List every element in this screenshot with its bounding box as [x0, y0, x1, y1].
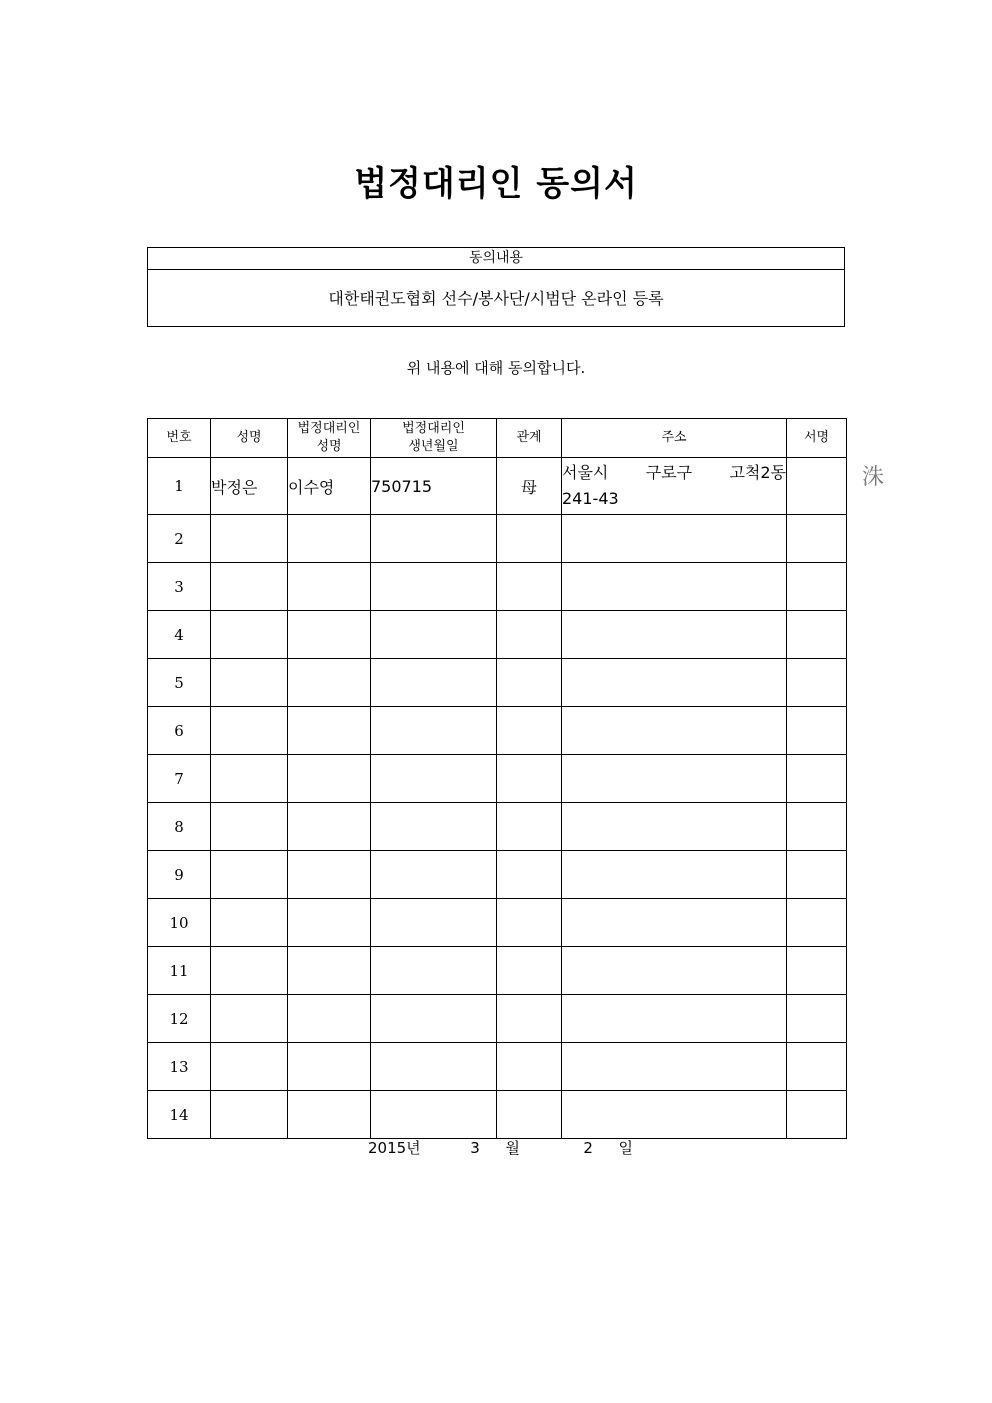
cell-guardian-name [288, 515, 371, 563]
agree-statement: 위 내용에 대해 동의합니다. [406, 359, 586, 377]
cell-address [562, 1091, 787, 1139]
cell-relation [497, 515, 562, 563]
cell-no: 9 [148, 851, 211, 899]
table-row [148, 755, 847, 803]
cell-relation [497, 995, 562, 1043]
cell-no: 3 [148, 563, 211, 611]
cell-no: 8 [148, 803, 211, 851]
cell-relation: 母 [497, 458, 562, 515]
cell-signature [787, 1043, 847, 1091]
cell-guardian-birth [371, 755, 497, 803]
page-title: 법정대리인 동의서 [354, 164, 638, 204]
cell-address [562, 563, 787, 611]
cell-signature [787, 947, 847, 995]
cell-guardian-name [288, 707, 371, 755]
registration-table [147, 418, 847, 1139]
date-month-value: 3 [470, 1139, 480, 1157]
table-row [148, 563, 847, 611]
cell-name [211, 755, 288, 803]
consent-body: 대한태권도협회 선수/봉사단/시범단 온라인 등록 [328, 289, 664, 308]
cell-signature [787, 563, 847, 611]
header-guardian-name-line1: 법정대리인 [297, 421, 361, 436]
table-row [148, 515, 847, 563]
cell-guardian-name [288, 899, 371, 947]
cell-name [211, 707, 288, 755]
address-dong: 고척2동 [729, 463, 786, 482]
cell-signature [787, 707, 847, 755]
cell-name [211, 995, 288, 1043]
cell-guardian-birth [371, 851, 497, 899]
table-row [148, 803, 847, 851]
cell-name [211, 563, 288, 611]
date-day-unit: 일 [618, 1139, 634, 1157]
cell-signature [787, 1091, 847, 1139]
cell-name [211, 659, 288, 707]
cell-name [211, 899, 288, 947]
header-guardian-birth-line1: 법정대리인 [402, 421, 465, 436]
cell-signature [787, 515, 847, 563]
cell-name [211, 611, 288, 659]
cell-relation [497, 1043, 562, 1091]
header-name: 성명 [211, 419, 288, 458]
cell-relation [497, 899, 562, 947]
table-row [148, 611, 847, 659]
cell-signature [787, 659, 847, 707]
cell-relation [497, 1091, 562, 1139]
cell-relation [497, 707, 562, 755]
header-guardian-birth [371, 419, 497, 458]
header-relation: 관계 [497, 419, 562, 458]
cell-signature [787, 995, 847, 1043]
table-row [148, 458, 847, 515]
header-guardian-birth-line2: 생년월일 [408, 439, 459, 454]
cell-relation [497, 659, 562, 707]
cell-relation [497, 803, 562, 851]
table-row [148, 899, 847, 947]
cell-guardian-birth [371, 1091, 497, 1139]
cell-guardian-name [288, 563, 371, 611]
cell-no: 1 [148, 458, 211, 515]
address-number: 241-43 [562, 489, 619, 508]
cell-guardian-birth [371, 611, 497, 659]
cell-signature [787, 611, 847, 659]
cell-address [562, 659, 787, 707]
date-year: 2015년 [368, 1139, 421, 1157]
cell-no: 12 [148, 995, 211, 1043]
cell-relation [497, 563, 562, 611]
cell-name [211, 1091, 288, 1139]
date-month-unit: 월 [505, 1139, 520, 1157]
table-row [148, 1091, 847, 1139]
cell-guardian-birth [371, 803, 497, 851]
address-district: 구로구 [645, 463, 693, 482]
cell-no: 11 [148, 947, 211, 995]
cell-relation [497, 851, 562, 899]
cell-guardian-birth [371, 563, 497, 611]
cell-guardian-name [288, 995, 371, 1043]
signature-mark: 洙 [862, 465, 885, 490]
header-guardian-name-line2: 성명 [316, 439, 342, 454]
cell-signature [787, 899, 847, 947]
table-row [148, 1043, 847, 1091]
cell-no: 14 [148, 1091, 211, 1139]
cell-guardian-name [288, 803, 371, 851]
cell-signature [787, 458, 847, 515]
cell-relation [497, 611, 562, 659]
cell-no: 2 [148, 515, 211, 563]
cell-guardian-name [288, 1043, 371, 1091]
cell-signature [787, 851, 847, 899]
cell-address [562, 995, 787, 1043]
consent-header: 동의내용 [148, 248, 844, 270]
header-guardian-name [288, 419, 371, 458]
cell-no: 4 [148, 611, 211, 659]
header-no: 번호 [148, 419, 211, 458]
cell-no: 7 [148, 755, 211, 803]
cell-signature [787, 755, 847, 803]
table-row [148, 707, 847, 755]
cell-address [562, 947, 787, 995]
cell-guardian-birth [371, 947, 497, 995]
cell-relation [497, 755, 562, 803]
address-city: 서울시 [562, 463, 609, 482]
cell-address [562, 803, 787, 851]
cell-address [562, 611, 787, 659]
cell-address [562, 851, 787, 899]
header-address: 주소 [562, 419, 787, 458]
cell-guardian-birth [371, 515, 497, 563]
cell-no: 6 [148, 707, 211, 755]
cell-signature [787, 803, 847, 851]
date-day-value: 2 [583, 1139, 593, 1157]
cell-guardian-name [288, 851, 371, 899]
cell-guardian-birth [371, 995, 497, 1043]
cell-address [562, 755, 787, 803]
consent-box [147, 247, 845, 327]
table-row [148, 851, 847, 899]
cell-guardian-birth [371, 899, 497, 947]
cell-address [562, 1043, 787, 1091]
cell-no: 5 [148, 659, 211, 707]
header-signature: 서명 [787, 419, 847, 458]
table-header-row [148, 419, 847, 458]
cell-guardian-birth [371, 1043, 497, 1091]
cell-guardian-birth [371, 659, 497, 707]
table-row [148, 659, 847, 707]
cell-guardian-name [288, 659, 371, 707]
cell-relation [497, 947, 562, 995]
table-row [148, 947, 847, 995]
cell-name [211, 947, 288, 995]
cell-name [211, 803, 288, 851]
cell-guardian-birth [371, 707, 497, 755]
cell-guardian-name [288, 947, 371, 995]
cell-address [562, 515, 787, 563]
cell-address [562, 899, 787, 947]
cell-guardian-name [288, 755, 371, 803]
cell-guardian-name: 이수영 [288, 458, 371, 515]
cell-name [211, 851, 288, 899]
cell-no: 10 [148, 899, 211, 947]
cell-name [211, 1043, 288, 1091]
cell-guardian-name [288, 1091, 371, 1139]
cell-guardian-birth: 750715 [371, 458, 497, 515]
cell-name: 박정은 [211, 458, 288, 515]
cell-no: 13 [148, 1043, 211, 1091]
cell-name [211, 515, 288, 563]
document-date [368, 1137, 633, 1158]
cell-address [562, 458, 787, 515]
cell-address [562, 707, 787, 755]
table-row [148, 995, 847, 1043]
cell-guardian-name [288, 611, 371, 659]
